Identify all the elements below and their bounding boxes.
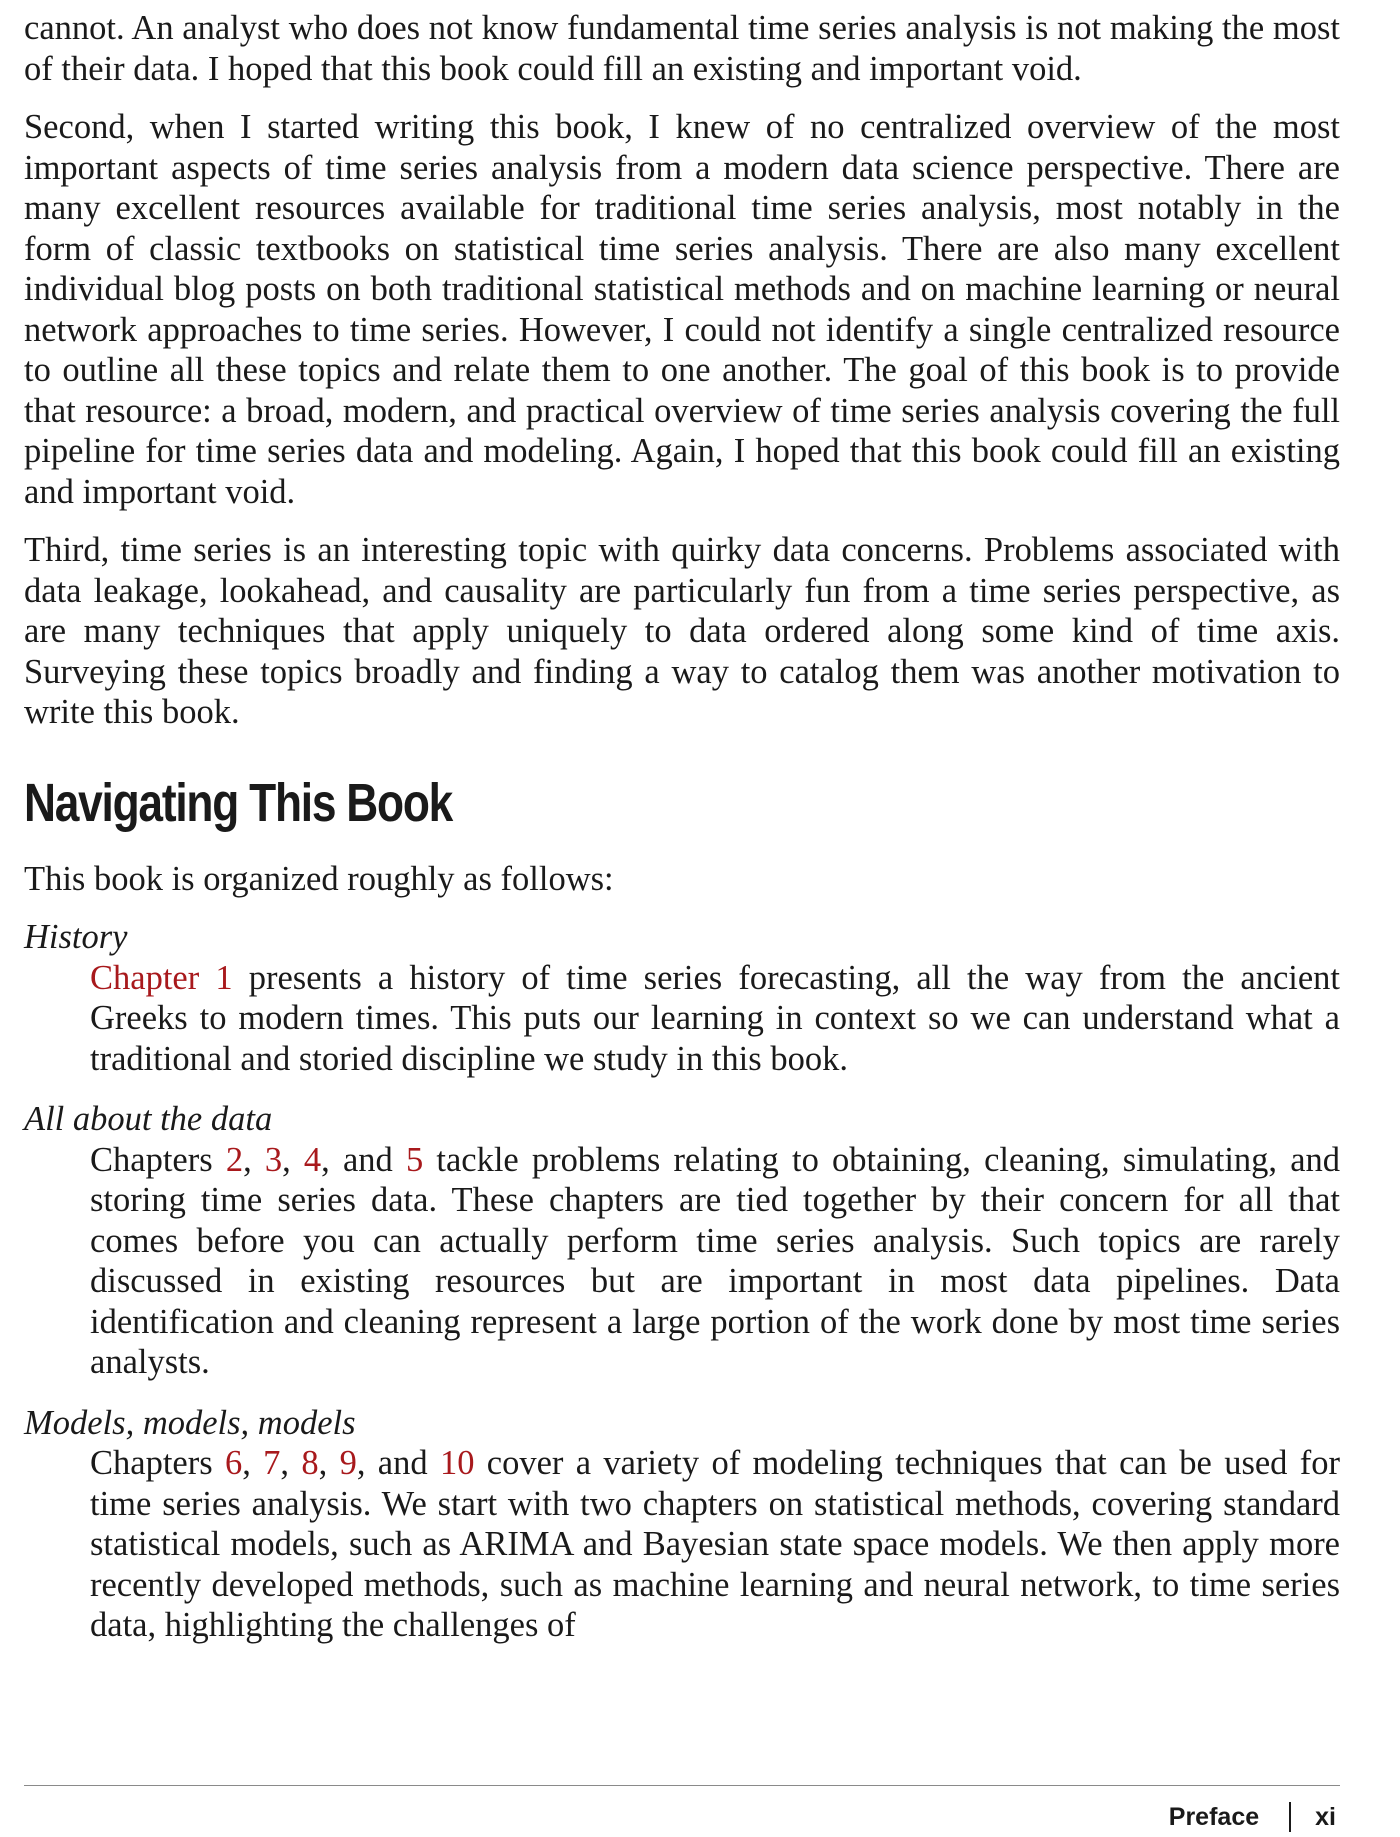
- outline-term-data: All about the data: [24, 1100, 273, 1138]
- outline-definition-models: [90, 1443, 1340, 1646]
- chapter-separator: ,: [243, 1140, 265, 1179]
- chapter-5-link[interactable]: 5: [405, 1140, 424, 1179]
- book-outline-list: [24, 917, 1340, 1646]
- section-intro: This book is organized roughly as follows:: [24, 859, 614, 898]
- chapter-1-link[interactable]: Chapter 1: [90, 958, 233, 997]
- chapter-10-link[interactable]: 10: [439, 1444, 475, 1482]
- chapter-separator: ,: [242, 1444, 264, 1482]
- page-content: [24, 8, 1340, 1666]
- outline-term-models: Models, models, models: [24, 1403, 356, 1442]
- paragraph-second-reason: Second, when I started writing this book, I knew of no centralized overview of the most important aspects of time series analysis from a modern data science perspective. There are many excellent resources available for traditional time series analysis, most notably in the form of classic textbooks on statistical time series analysis. There are also many excellent individual blog posts on both traditional statistical methods and on machine learning or neural network approaches to time series. However, I could not identify a single centralized resource to outline all these topics and relate them to one another. The goal of this book is to provide that resource: a broad, modern, and practical overview of time series analysis covering the full pipeline for time series data and modeling. Again, I hoped that this book could fill an existing and important void.: [24, 108, 1340, 511]
- chapter-2-link[interactable]: 2: [225, 1140, 244, 1179]
- chapter-9-link[interactable]: 9: [339, 1444, 357, 1482]
- outline-definition-history: [90, 958, 1340, 1080]
- chapter-separator: , and: [356, 1444, 440, 1482]
- outline-text-history: presents a history of time series forecasting, all the way from the ancient Greeks to modern times. This puts our learning in context so we can understand what a traditional and storied discipline we study in this book.: [90, 958, 1341, 1078]
- chapter-8-link[interactable]: 8: [301, 1444, 319, 1482]
- outline-text-models: cover a variety of modeling techniques that can be used for time series analysis. We start with two chapters on statistical methods, covering standard statistical models, such as ARIMA and Bayesian state space models. We then apply more recently developed methods, such as machine learning and neural network, to time series data, highlighting the challenges of: [90, 1444, 1340, 1644]
- footer-section-name: Preface: [1168, 1803, 1260, 1831]
- chapter-separator: ,: [282, 1140, 304, 1179]
- chapter-separator: , and: [321, 1140, 406, 1179]
- paragraph-intro-continuation: cannot. An analyst who does not know fundamental time series analysis is not making the most of their data. I hoped that this book could fill an existing and important void.: [24, 9, 1340, 88]
- outline-lead-models: Chapters: [90, 1444, 225, 1482]
- section-heading: Navigating This Book: [24, 772, 453, 833]
- page-footer: [24, 1785, 1340, 1831]
- paragraph-third-reason: Third, time series is an interesting topic with quirky data concerns. Problems associated with data leakage, lookahead, and causality are particularly fun from a time series perspective, as are many techniques that apply uniquely to data ordered along some kind of time axis. Surveying these topics broadly and finding a way to catalog them was another motivation to write this book.: [24, 531, 1340, 731]
- chapter-separator: ,: [318, 1444, 340, 1482]
- page-number: xi: [1315, 1803, 1336, 1831]
- chapter-separator: ,: [280, 1444, 302, 1482]
- chapter-6-link[interactable]: 6: [224, 1444, 243, 1482]
- outline-text-data: tackle problems relating to obtaining, cleaning, simulating, and storing time series data. These chapters are tied together by their concern for all that comes before you can actually perform time series analysis. Such topics are rarely discussed in existing resources but are important in most data pipelines. Data identification and cleaning represent a large portion of the work done by most time series analysts.: [90, 1140, 1341, 1381]
- outline-lead-data: Chapters: [90, 1140, 226, 1179]
- outline-term-history: History: [24, 918, 128, 956]
- chapter-3-link[interactable]: 3: [264, 1140, 283, 1179]
- footer-divider: [1289, 1802, 1291, 1832]
- chapter-4-link[interactable]: 4: [303, 1140, 322, 1179]
- outline-definition-data: [90, 1140, 1340, 1383]
- running-footer: [1169, 1802, 1336, 1832]
- chapter-7-link[interactable]: 7: [263, 1444, 281, 1482]
